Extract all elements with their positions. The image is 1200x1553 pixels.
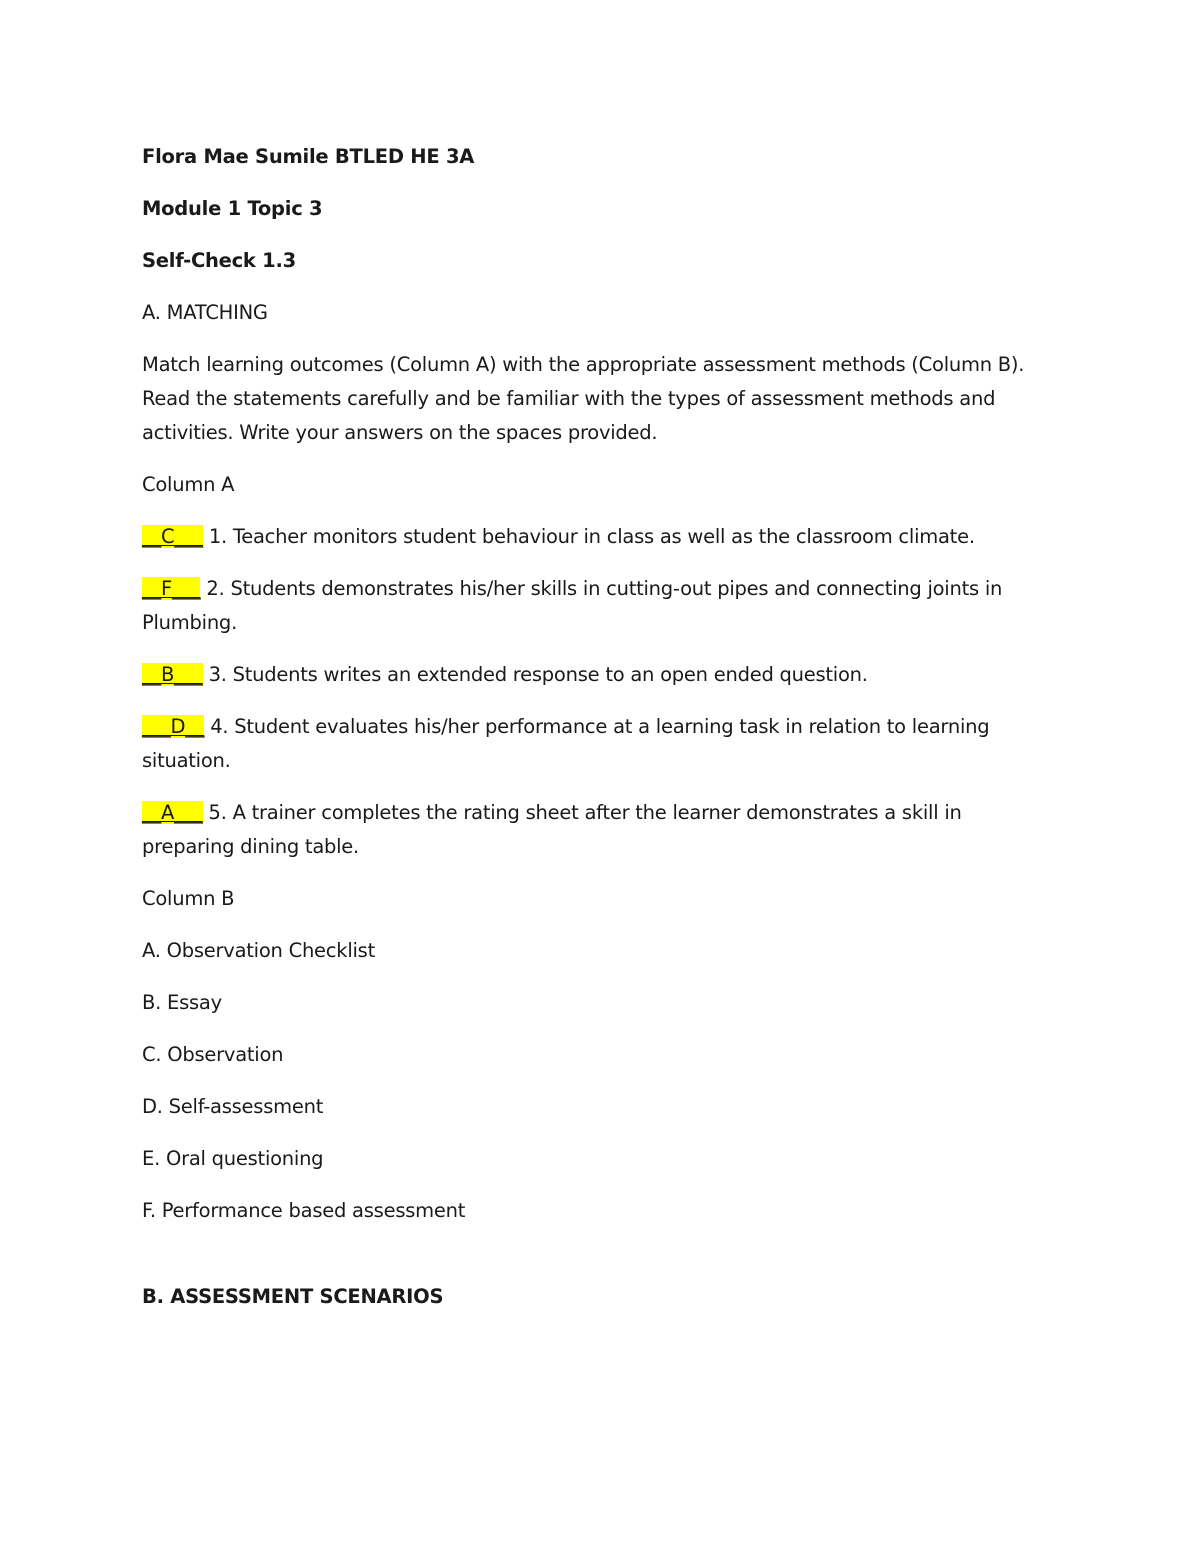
option-a: A. Observation Checklist (142, 939, 375, 962)
matching-item-3 (142, 658, 1042, 692)
item-text-3: 3. Students writes an extended response to an open ended question. (202, 663, 868, 686)
answer-blank-1: __C___ (142, 525, 203, 548)
column-a-label: Column A (142, 473, 235, 496)
answer-blank-4: ___D__ (142, 715, 205, 738)
student-name-line: Flora Mae Sumile BTLED HE 3A (142, 145, 475, 168)
matching-item-5 (142, 796, 1042, 864)
matching-item-4 (142, 710, 1042, 778)
item-text-2: 2. Students demonstrates his/her skills in cutting-out pipes and connecting joints in Plumbing. (142, 577, 1003, 634)
column-b-label: Column B (142, 887, 235, 910)
matching-instructions: Match learning outcomes (Column A) with the appropriate assessment methods (Column B). Read the statements carefully and be familiar with the types of assessment methods and activities. Write your answers on the spaces provided. (142, 353, 1025, 444)
item-text-5: 5. A trainer completes the rating sheet after the learner demonstrates a skill in preparing dining table. (142, 801, 962, 858)
option-c: C. Observation (142, 1043, 284, 1066)
module-topic-line: Module 1 Topic 3 (142, 197, 323, 220)
answer-blank-2: __F___ (142, 577, 201, 600)
item-text-4: 4. Student evaluates his/her performance at a learning task in relation to learning situation. (142, 715, 990, 772)
option-e: E. Oral questioning (142, 1147, 324, 1170)
self-check-line: Self-Check 1.3 (142, 249, 296, 272)
item-text-1: 1. Teacher monitors student behaviour in class as well as the classroom climate. (202, 525, 975, 548)
matching-item-1 (142, 520, 1042, 554)
blank-line (142, 1228, 1042, 1280)
section-b-heading: B. ASSESSMENT SCENARIOS (142, 1285, 444, 1308)
answer-blank-3: __B___ (142, 663, 203, 686)
option-f: F. Performance based assessment (142, 1199, 466, 1222)
section-a-heading: A. MATCHING (142, 301, 268, 324)
option-d: D. Self-assessment (142, 1095, 324, 1118)
answer-blank-5: __A___ (142, 801, 203, 824)
option-b: B. Essay (142, 991, 222, 1014)
matching-item-2 (142, 572, 1042, 640)
document-content (142, 140, 1042, 1314)
